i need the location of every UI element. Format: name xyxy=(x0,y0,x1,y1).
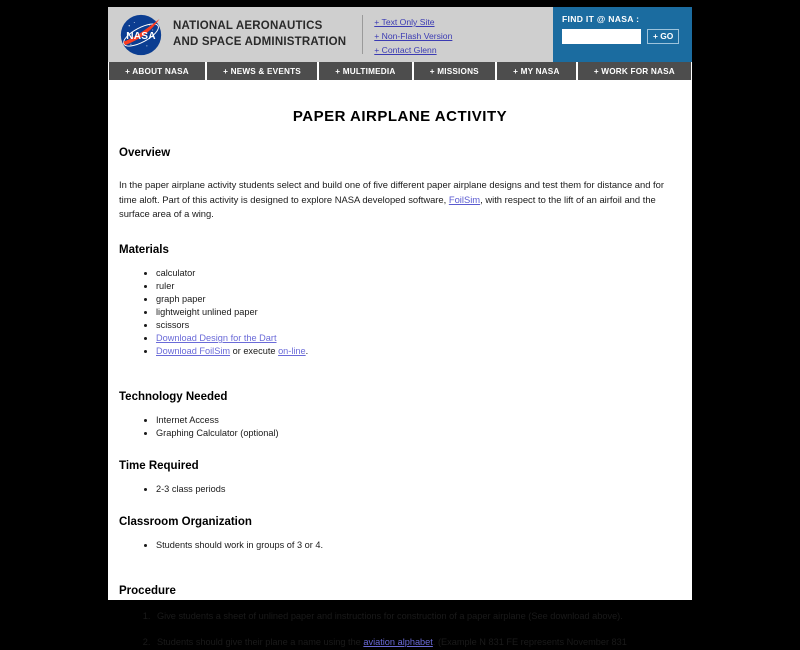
step2-text-after: . (Example N 831 FE represents November 831 xyxy=(432,637,627,648)
heading-time-required: Time Required xyxy=(119,460,199,473)
list-item: • ruler xyxy=(156,280,681,293)
procedure-list xyxy=(119,610,681,650)
classroom-list xyxy=(119,539,681,552)
list-item: • Internet Access xyxy=(156,414,681,427)
search-label: FIND IT @ NASA : xyxy=(562,14,640,24)
nav-item-work-for-nasa[interactable]: + WORK FOR NASA xyxy=(578,62,691,80)
nasa-logo-block[interactable] xyxy=(108,7,346,62)
link-contact-glenn[interactable]: + Contact Glenn xyxy=(374,44,437,55)
list-item-download-dart xyxy=(156,332,681,345)
nav-item-multimedia[interactable]: + MULTIMEDIA xyxy=(319,62,412,80)
heading-technology-needed: Technology Needed xyxy=(119,391,228,404)
foilsim-middle-text: or execute xyxy=(230,346,279,357)
search-go-button[interactable]: + GO xyxy=(647,29,679,44)
heading-classroom-organization: Classroom Organization xyxy=(119,516,252,529)
link-download-design-dart[interactable]: Download Design for the Dart xyxy=(156,333,277,344)
link-execute-online[interactable]: on-line xyxy=(278,346,306,357)
search-input[interactable] xyxy=(562,29,641,44)
heading-overview: Overview xyxy=(119,147,171,159)
nav-item-about-nasa[interactable]: + ABOUT NASA xyxy=(109,62,205,80)
list-item: • graph paper xyxy=(156,293,681,306)
list-item: • lightweight unlined paper xyxy=(156,306,681,319)
heading-procedure: Procedure xyxy=(119,585,176,598)
list-item: • Students should work in groups of 3 or 4. xyxy=(156,539,681,552)
nasa-meatball-icon[interactable] xyxy=(120,14,162,56)
time-required-list xyxy=(119,483,681,496)
list-item: • calculator xyxy=(156,267,681,280)
materials-list xyxy=(119,267,681,358)
overview-paragraph xyxy=(119,178,681,222)
list-item: 1. Give students a sheet of unlined paper and instructions for construction of a paper airplane (See download above). xyxy=(153,610,681,624)
list-item: • 2-3 class periods xyxy=(156,483,681,496)
list-item: • Graphing Calculator (optional) xyxy=(156,427,681,440)
svg-text:NASA: NASA xyxy=(126,30,156,42)
list-item: • scissors xyxy=(156,319,681,332)
agency-name xyxy=(173,19,346,50)
list-item xyxy=(153,636,681,650)
list-item-download-foilsim xyxy=(156,345,681,358)
primary-navigation xyxy=(108,62,692,80)
overview-text-before: In the paper airplane activity students select and build one of five different paper airplane designs and test them for distance and for time aloft. Part of this activity is designed to explore NASA developed software, xyxy=(119,179,664,205)
link-text-only-site[interactable]: + Text Only Site xyxy=(374,17,435,27)
nav-item-news-events[interactable]: + NEWS & EVENTS xyxy=(207,62,317,80)
site-search-panel xyxy=(553,7,692,62)
agency-name-line1: NATIONAL AERONAUTICS xyxy=(173,19,323,32)
step2-text-before: Students should give their plane a name using the xyxy=(157,637,364,648)
search-row xyxy=(562,29,684,44)
technology-list xyxy=(119,414,681,440)
link-foilsim[interactable]: FoilSim xyxy=(448,193,481,205)
page-title: PAPER AIRPLANE ACTIVITY xyxy=(292,108,508,125)
overview-text-after: , with respect to the lift of an airfoil and the surface area of a wing. xyxy=(119,193,656,220)
utility-links xyxy=(363,7,553,62)
nav-item-missions[interactable]: + MISSIONS xyxy=(414,62,495,80)
link-non-flash-version[interactable]: + Non-Flash Version xyxy=(374,30,453,41)
heading-materials: Materials xyxy=(119,243,169,256)
browser-page xyxy=(108,7,692,648)
agency-name-line2: AND SPACE ADMINISTRATION xyxy=(173,35,347,48)
link-aviation-alphabet[interactable]: aviation alphabet xyxy=(363,637,433,648)
link-download-foilsim[interactable]: Download FoilSim xyxy=(156,346,231,357)
foilsim-end-text: . xyxy=(305,346,309,357)
document-body xyxy=(108,108,692,650)
nav-item-my-nasa[interactable]: + MY NASA xyxy=(497,62,576,80)
nasa-masthead xyxy=(108,7,692,62)
